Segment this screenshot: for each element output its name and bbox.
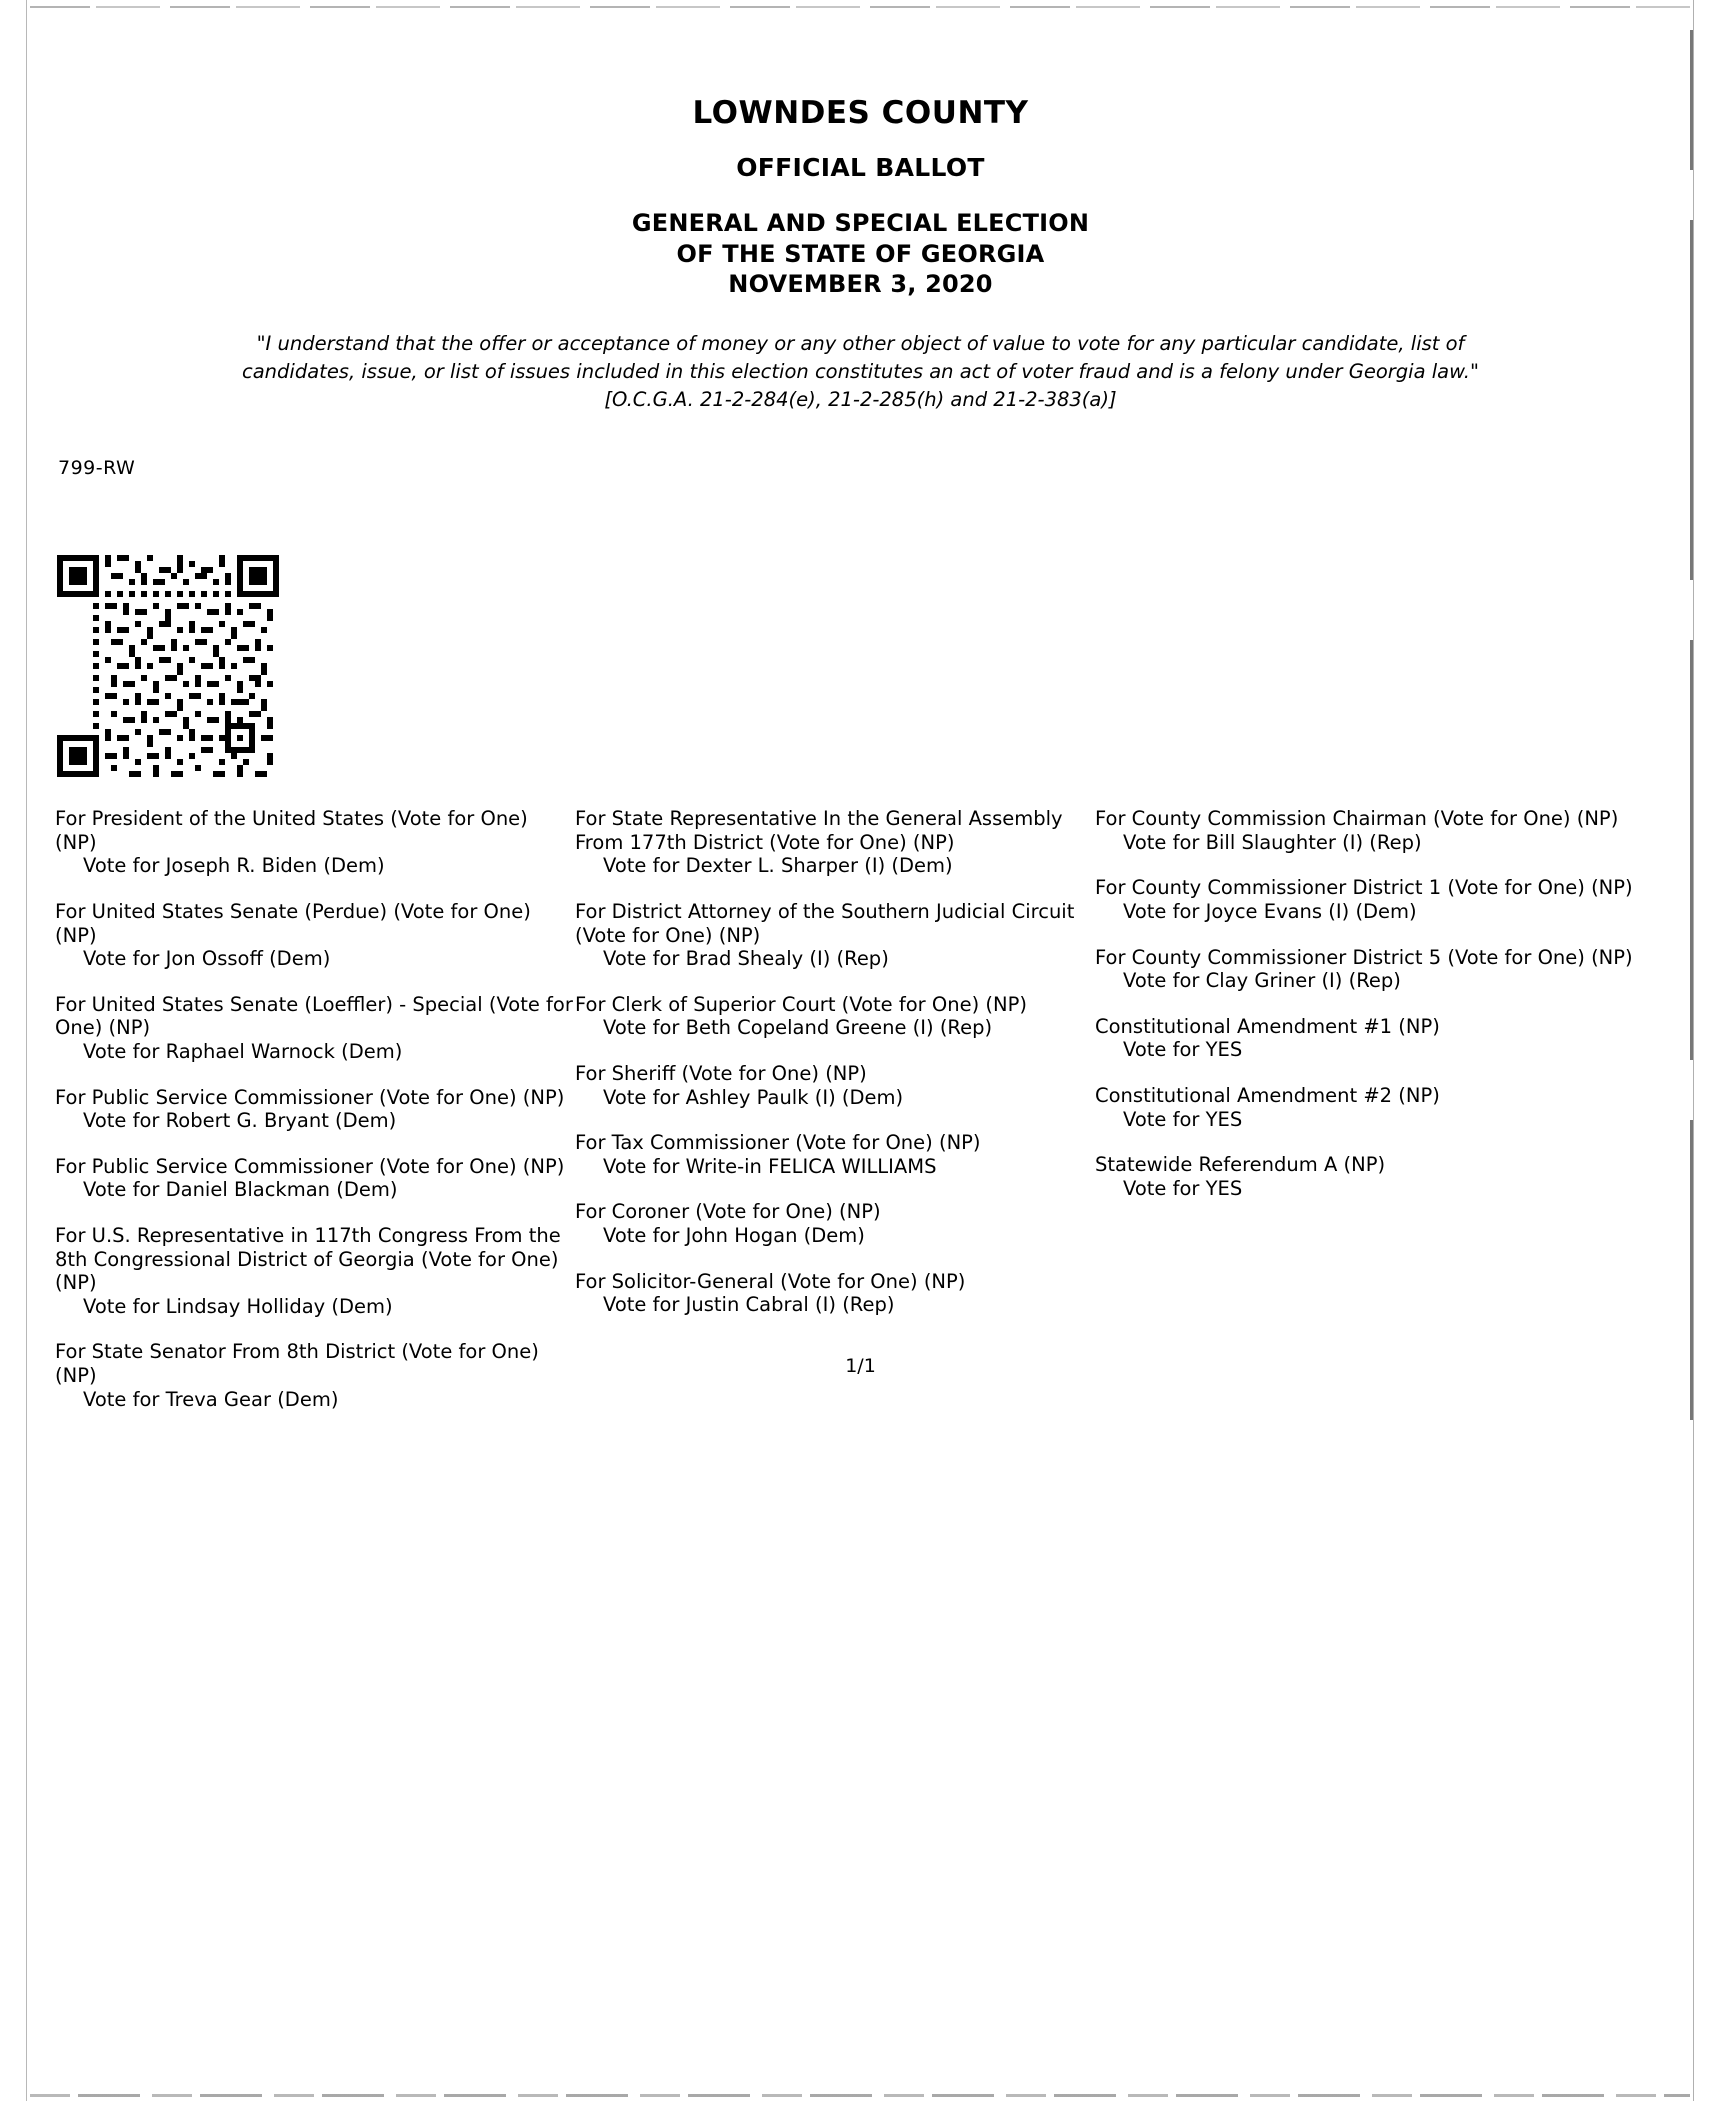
contest bbox=[1095, 876, 1635, 923]
contest bbox=[1095, 1153, 1635, 1200]
contest-office: Constitutional Amendment #2 (NP) bbox=[1095, 1083, 1440, 1107]
contest-office: For State Senator From 8th District (Vote for One) (NP) bbox=[55, 1340, 539, 1387]
contest-choice: Vote for Joyce Evans (I) (Dem) bbox=[1123, 900, 1417, 923]
contest-office: For Solicitor-General (Vote for One) (NP) bbox=[575, 1269, 966, 1293]
contest-choice: Vote for Raphael Warnock (Dem) bbox=[83, 1039, 403, 1063]
contest-choice: Vote for Write-in FELICA WILLIAMS bbox=[603, 1154, 937, 1178]
contest-choice: Vote for Joseph R. Biden (Dem) bbox=[83, 854, 385, 878]
official-ballot-label: OFFICIAL BALLOT bbox=[736, 153, 985, 182]
contest bbox=[55, 900, 575, 971]
contest-column-2 bbox=[575, 807, 1095, 1339]
scan-right-margin bbox=[1693, 0, 1728, 2101]
contest-office: For County Commission Chairman (Vote for One) (NP) bbox=[1095, 807, 1619, 831]
contest bbox=[55, 1086, 575, 1133]
contest bbox=[575, 1131, 1095, 1178]
contest-office: For District Attorney of the Southern Judicial Circuit (Vote for One) (NP) bbox=[575, 900, 1075, 947]
contest-office: For United States Senate (Loeffler) - Special (Vote for One) (NP) bbox=[55, 992, 573, 1040]
contest-choice: Vote for Bill Slaughter (I) (Rep) bbox=[1123, 830, 1422, 854]
contest bbox=[1095, 807, 1635, 854]
contest-choice: Vote for YES bbox=[1123, 1107, 1243, 1131]
contest-office: Constitutional Amendment #1 (NP) bbox=[1095, 1014, 1440, 1038]
contest-columns bbox=[55, 807, 1655, 1433]
contest bbox=[1095, 1084, 1635, 1131]
election-title-line1: GENERAL AND SPECIAL ELECTION bbox=[631, 209, 1090, 237]
contest-office: For County Commissioner District 1 (Vote for One) (NP) bbox=[1095, 876, 1633, 900]
contest-choice: Vote for YES bbox=[1123, 1038, 1243, 1062]
qr-code-container bbox=[57, 555, 1694, 781]
contest bbox=[55, 1224, 575, 1318]
contest bbox=[575, 993, 1095, 1040]
contest bbox=[55, 1155, 575, 1202]
contest bbox=[55, 993, 575, 1064]
contest bbox=[55, 807, 575, 878]
contest-office: For County Commissioner District 5 (Vote for One) (NP) bbox=[1095, 945, 1633, 969]
ballot-sheet bbox=[27, 9, 1694, 2093]
election-title-line2: OF THE STATE OF GEORGIA bbox=[676, 239, 1045, 268]
contest-office: For Public Service Commissioner (Vote for One) (NP) bbox=[55, 1154, 565, 1178]
election-title bbox=[27, 208, 1694, 300]
contest bbox=[1095, 946, 1635, 993]
contest bbox=[575, 1062, 1095, 1109]
contest bbox=[575, 1270, 1095, 1317]
contest-office: For U.S. Representative in 117th Congress From the 8th Congressional District of Georgia (Vote for One) (NP) bbox=[55, 1223, 561, 1295]
contest-choice: Vote for Jon Ossoff (Dem) bbox=[83, 947, 331, 971]
page-title: LOWNDES COUNTY bbox=[692, 95, 1029, 131]
contest-office: For Tax Commissioner (Vote for One) (NP) bbox=[575, 1131, 981, 1155]
contest bbox=[1095, 1015, 1635, 1062]
contest-choice: Vote for Clay Griner (I) (Rep) bbox=[1123, 969, 1401, 993]
contest-choice: Vote for Daniel Blackman (Dem) bbox=[83, 1178, 398, 1202]
contest-choice: Vote for Lindsay Holliday (Dem) bbox=[83, 1294, 393, 1318]
ballot-header bbox=[27, 9, 1694, 300]
contest bbox=[575, 1200, 1095, 1247]
contest-office: For State Representative In the General Assembly From 177th District (Vote for One) (NP) bbox=[575, 807, 1063, 854]
scan-top-artifact bbox=[30, 6, 1690, 8]
contest-choice: Vote for Brad Shealy (I) (Rep) bbox=[603, 947, 889, 971]
contest bbox=[575, 807, 1095, 878]
page-number: 1/1 bbox=[845, 1355, 876, 1377]
contest-office: Statewide Referendum A (NP) bbox=[1095, 1153, 1386, 1177]
contest-office: For Clerk of Superior Court (Vote for One) (NP) bbox=[575, 992, 1027, 1016]
election-date: NOVEMBER 3, 2020 bbox=[728, 270, 993, 299]
contest-choice: Vote for Treva Gear (Dem) bbox=[83, 1387, 339, 1411]
contest-column-1 bbox=[55, 807, 575, 1433]
contest-choice: Vote for Beth Copeland Greene (I) (Rep) bbox=[603, 1016, 993, 1040]
contest-choice: Vote for YES bbox=[1123, 1176, 1243, 1200]
contest-choice: Vote for Ashley Paulk (I) (Dem) bbox=[603, 1085, 904, 1109]
contest-office: For Public Service Commissioner (Vote for One) (NP) bbox=[55, 1085, 565, 1109]
contest-office: For United States Senate (Perdue) (Vote for One) (NP) bbox=[55, 900, 531, 947]
scan-bottom-artifact bbox=[30, 2094, 1690, 2097]
contest bbox=[575, 900, 1095, 971]
qr-code-icon bbox=[57, 555, 279, 777]
ballot-id-label: 799-RW bbox=[58, 457, 136, 480]
contest-choice: Vote for Dexter L. Sharper (I) (Dem) bbox=[603, 854, 953, 878]
contest-choice: Vote for John Hogan (Dem) bbox=[603, 1223, 865, 1247]
contest-office: For President of the United States (Vote for One) (NP) bbox=[55, 807, 528, 854]
contest-office: For Coroner (Vote for One) (NP) bbox=[575, 1200, 881, 1224]
contest-office: For Sheriff (Vote for One) (NP) bbox=[575, 1061, 867, 1085]
voter-fraud-oath-text: "I understand that the offer or acceptance of money or any other object of value to vote for any particular candidate, list of candidates, issue, or list of issues included in this election constitutes an act of voter fraud and is a felony under Georgia law." [O.C.G.A. 21-2-284(e), 21-2-285(h) and 21-2-383(a)] bbox=[242, 332, 1479, 411]
contest-choice: Vote for Robert G. Bryant (Dem) bbox=[83, 1109, 397, 1133]
scan-left-margin bbox=[0, 0, 27, 2101]
contest-choice: Vote for Justin Cabral (I) (Rep) bbox=[603, 1293, 895, 1317]
contest-column-3 bbox=[1095, 807, 1635, 1222]
